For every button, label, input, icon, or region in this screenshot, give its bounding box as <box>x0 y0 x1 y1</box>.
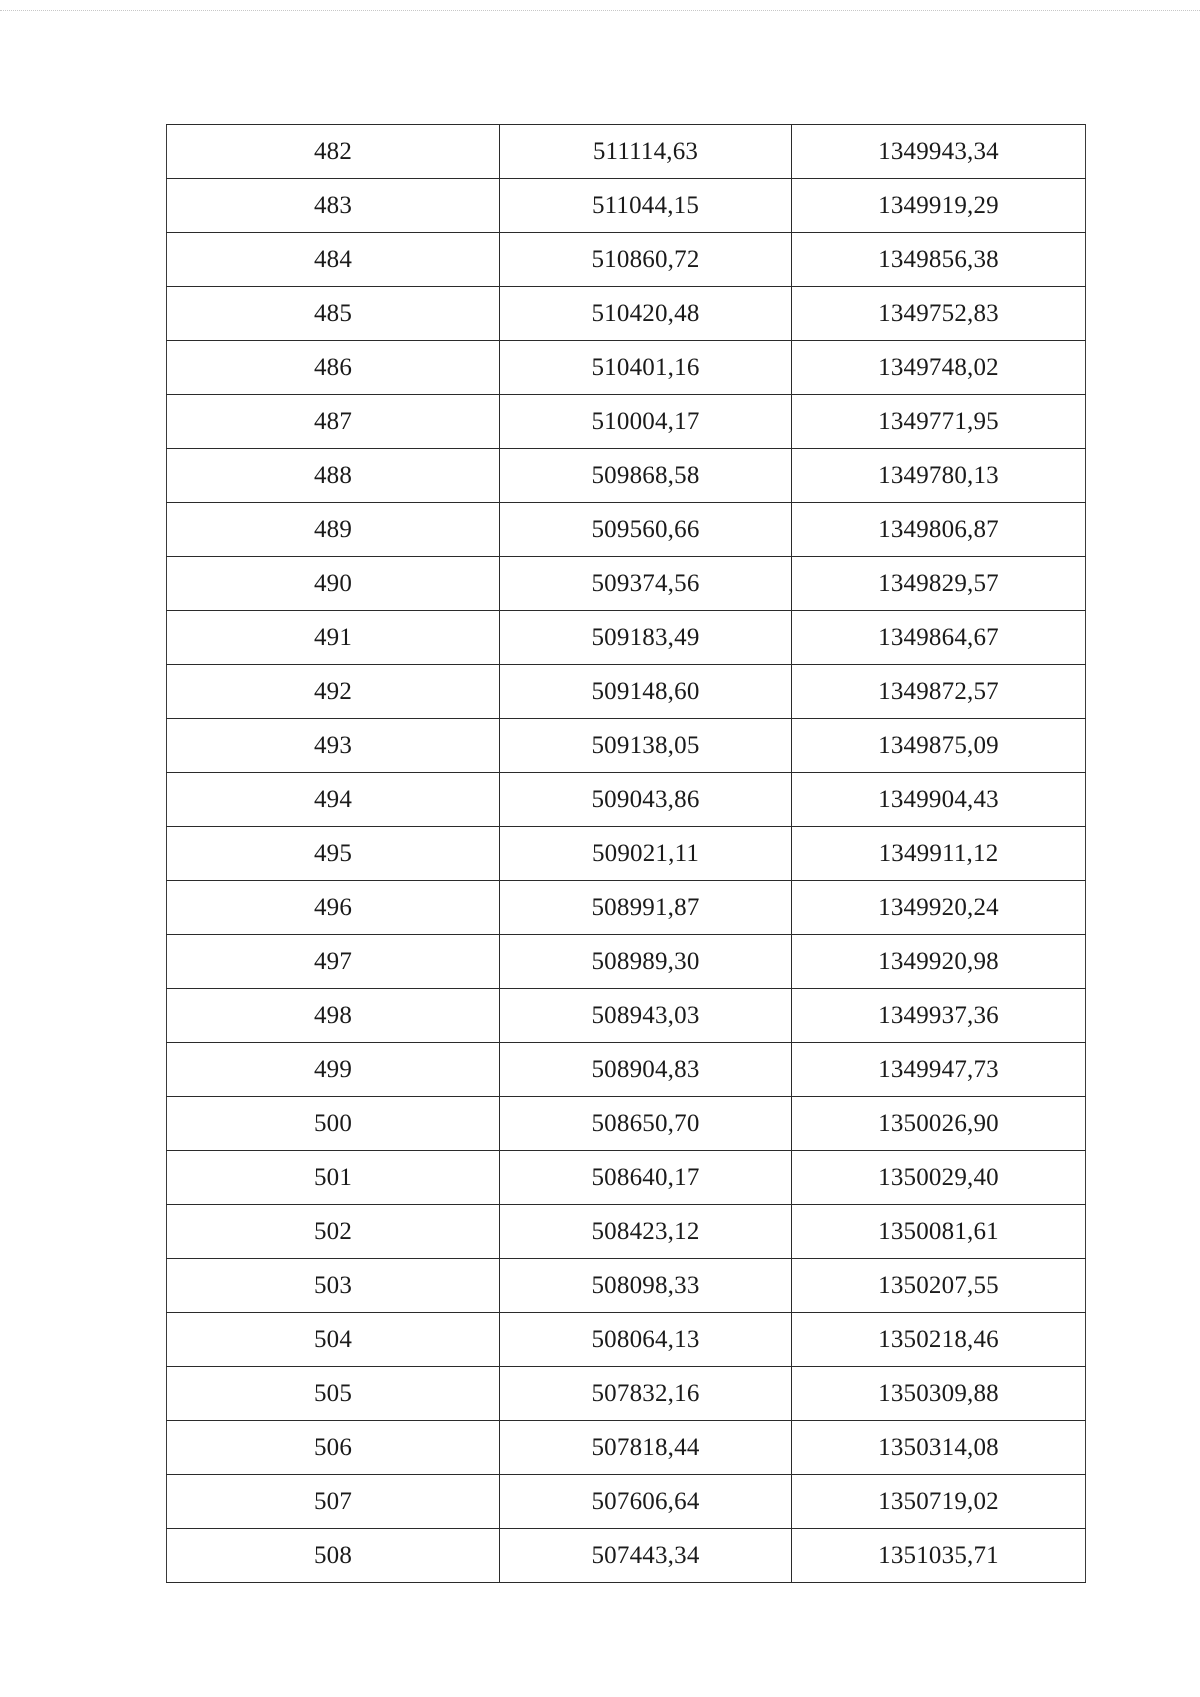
table-row <box>167 179 1086 233</box>
table-cell-col-x: 508098,33 <box>500 1259 792 1313</box>
table-cell-col-point: 492 <box>167 665 500 719</box>
table-row <box>167 125 1086 179</box>
table-cell-col-point: 502 <box>167 1205 500 1259</box>
table-cell-col-x: 509183,49 <box>500 611 792 665</box>
table-row <box>167 881 1086 935</box>
table-cell-col-x: 507818,44 <box>500 1421 792 1475</box>
table-row <box>167 449 1086 503</box>
table-cell-col-point: 485 <box>167 287 500 341</box>
table-cell-col-x: 507443,34 <box>500 1529 792 1583</box>
table-cell-col-point: 506 <box>167 1421 500 1475</box>
table-cell-col-y: 1349752,83 <box>792 287 1086 341</box>
table-cell-col-x: 509043,86 <box>500 773 792 827</box>
table-cell-col-point: 494 <box>167 773 500 827</box>
table-row <box>167 1367 1086 1421</box>
table-cell-col-point: 483 <box>167 179 500 233</box>
table-row <box>167 935 1086 989</box>
table-cell-col-x: 509138,05 <box>500 719 792 773</box>
table-cell-col-x: 509374,56 <box>500 557 792 611</box>
table-row <box>167 1313 1086 1367</box>
table-cell-col-point: 493 <box>167 719 500 773</box>
table-cell-col-point: 500 <box>167 1097 500 1151</box>
table-cell-col-x: 511044,15 <box>500 179 792 233</box>
table-row <box>167 341 1086 395</box>
table-cell-col-point: 491 <box>167 611 500 665</box>
table-cell-col-y: 1350309,88 <box>792 1367 1086 1421</box>
table-cell-col-x: 510004,17 <box>500 395 792 449</box>
table-cell-col-point: 497 <box>167 935 500 989</box>
table-cell-col-point: 482 <box>167 125 500 179</box>
table-cell-col-point: 499 <box>167 1043 500 1097</box>
table-cell-col-y: 1349780,13 <box>792 449 1086 503</box>
table-cell-col-point: 488 <box>167 449 500 503</box>
scan-edge-line <box>0 10 1200 11</box>
table-cell-col-point: 495 <box>167 827 500 881</box>
table-cell-col-y: 1350314,08 <box>792 1421 1086 1475</box>
table-row <box>167 719 1086 773</box>
table-row <box>167 611 1086 665</box>
table-row <box>167 1421 1086 1475</box>
coordinates-table-body <box>167 125 1086 1583</box>
table-cell-col-y: 1349920,24 <box>792 881 1086 935</box>
table-cell-col-y: 1350719,02 <box>792 1475 1086 1529</box>
table-cell-col-y: 1349872,57 <box>792 665 1086 719</box>
table-cell-col-y: 1349943,34 <box>792 125 1086 179</box>
table-cell-col-x: 508943,03 <box>500 989 792 1043</box>
table-row <box>167 557 1086 611</box>
table-row <box>167 827 1086 881</box>
table-cell-col-y: 1350218,46 <box>792 1313 1086 1367</box>
table-cell-col-point: 486 <box>167 341 500 395</box>
table-cell-col-point: 498 <box>167 989 500 1043</box>
table-row <box>167 1097 1086 1151</box>
table-cell-col-point: 505 <box>167 1367 500 1421</box>
table-cell-col-x: 511114,63 <box>500 125 792 179</box>
table-cell-col-point: 484 <box>167 233 500 287</box>
table-row <box>167 1529 1086 1583</box>
table-cell-col-x: 508991,87 <box>500 881 792 935</box>
table-cell-col-y: 1349806,87 <box>792 503 1086 557</box>
table-cell-col-point: 489 <box>167 503 500 557</box>
table-cell-col-point: 487 <box>167 395 500 449</box>
table-cell-col-x: 509868,58 <box>500 449 792 503</box>
table-cell-col-y: 1349829,57 <box>792 557 1086 611</box>
table-cell-col-point: 507 <box>167 1475 500 1529</box>
table-cell-col-y: 1349904,43 <box>792 773 1086 827</box>
coordinates-table <box>166 124 1086 1583</box>
table-cell-col-x: 508064,13 <box>500 1313 792 1367</box>
table-cell-col-x: 510420,48 <box>500 287 792 341</box>
table-row <box>167 233 1086 287</box>
table-cell-col-x: 508423,12 <box>500 1205 792 1259</box>
table-row <box>167 1151 1086 1205</box>
table-cell-col-y: 1350081,61 <box>792 1205 1086 1259</box>
table-row <box>167 989 1086 1043</box>
table-cell-col-y: 1349919,29 <box>792 179 1086 233</box>
table-cell-col-y: 1349864,67 <box>792 611 1086 665</box>
table-cell-col-y: 1349771,95 <box>792 395 1086 449</box>
table-cell-col-y: 1349875,09 <box>792 719 1086 773</box>
table-cell-col-x: 508989,30 <box>500 935 792 989</box>
table-row <box>167 1043 1086 1097</box>
table-cell-col-point: 503 <box>167 1259 500 1313</box>
table-cell-col-x: 509560,66 <box>500 503 792 557</box>
table-cell-col-x: 509148,60 <box>500 665 792 719</box>
table-row <box>167 287 1086 341</box>
table-cell-col-y: 1349911,12 <box>792 827 1086 881</box>
table-cell-col-x: 507606,64 <box>500 1475 792 1529</box>
table-cell-col-x: 510860,72 <box>500 233 792 287</box>
table-row <box>167 503 1086 557</box>
table-cell-col-point: 504 <box>167 1313 500 1367</box>
table-cell-col-y: 1349937,36 <box>792 989 1086 1043</box>
table-row <box>167 395 1086 449</box>
table-cell-col-y: 1350207,55 <box>792 1259 1086 1313</box>
table-cell-col-y: 1350026,90 <box>792 1097 1086 1151</box>
table-cell-col-x: 510401,16 <box>500 341 792 395</box>
table-cell-col-point: 496 <box>167 881 500 935</box>
table-cell-col-y: 1349856,38 <box>792 233 1086 287</box>
table-cell-col-x: 509021,11 <box>500 827 792 881</box>
table-cell-col-x: 507832,16 <box>500 1367 792 1421</box>
table-row <box>167 773 1086 827</box>
table-row <box>167 665 1086 719</box>
table-cell-col-y: 1351035,71 <box>792 1529 1086 1583</box>
table-cell-col-x: 508650,70 <box>500 1097 792 1151</box>
table-cell-col-x: 508904,83 <box>500 1043 792 1097</box>
table-cell-col-y: 1349920,98 <box>792 935 1086 989</box>
table-cell-col-point: 501 <box>167 1151 500 1205</box>
table-cell-col-y: 1350029,40 <box>792 1151 1086 1205</box>
table-cell-col-y: 1349947,73 <box>792 1043 1086 1097</box>
table-row <box>167 1475 1086 1529</box>
table-row <box>167 1259 1086 1313</box>
table-cell-col-y: 1349748,02 <box>792 341 1086 395</box>
table-cell-col-x: 508640,17 <box>500 1151 792 1205</box>
table-cell-col-point: 490 <box>167 557 500 611</box>
table-row <box>167 1205 1086 1259</box>
table-cell-col-point: 508 <box>167 1529 500 1583</box>
